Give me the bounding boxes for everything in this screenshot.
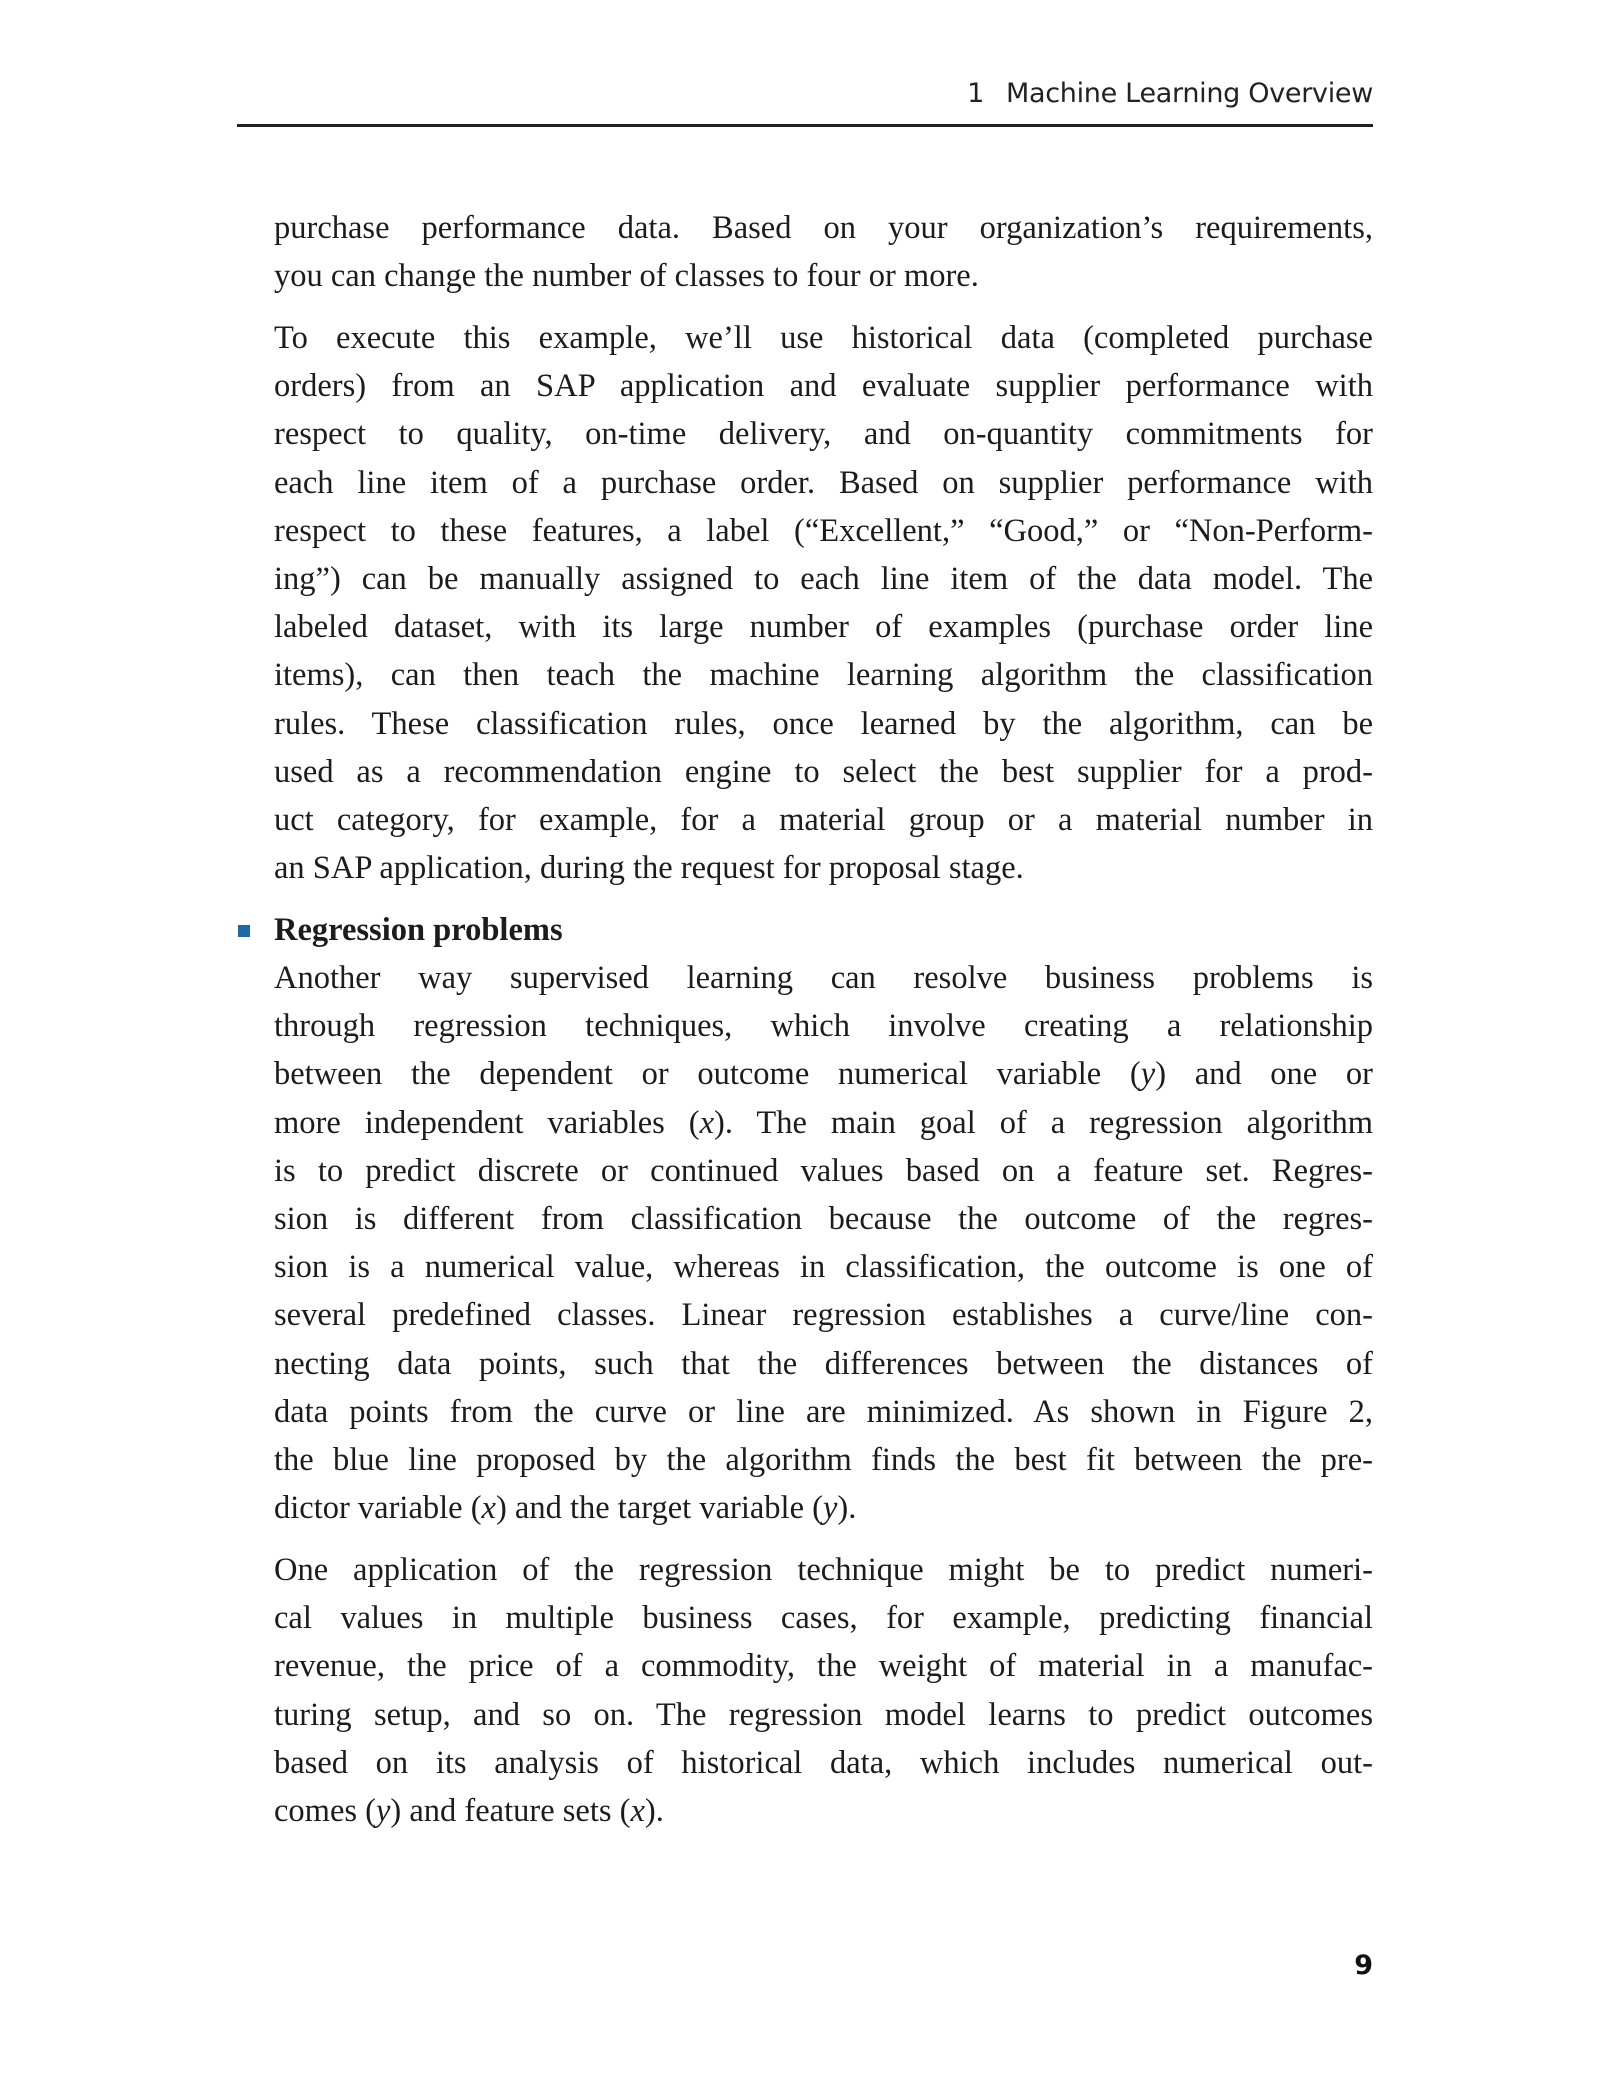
text-line: through regression techniques, which involve creating a relationship: [274, 1008, 1373, 1045]
text-line: sion is a numerical value, whereas in classification, the outcome is one of: [274, 1249, 1373, 1286]
text-line: used as a recommendation engine to select the best supplier for a prod-: [274, 753, 1373, 790]
text-line: Another way supervised learning can resolve business problems is: [274, 960, 1373, 996]
text-line: respect to quality, on-time delivery, and on-quantity commitments for: [274, 416, 1373, 453]
text-line: data points from the curve or line are minimized. As shown in Figure 2,: [274, 1393, 1373, 1430]
bullet-heading: [274, 906, 1373, 954]
chapter-number: 1: [967, 78, 984, 109]
text-line: To execute this example, we’ll use historical data (completed purchase: [274, 320, 1373, 356]
text-line: the blue line proposed by the algorithm finds the best fit between the pre-: [274, 1441, 1373, 1478]
bullet-square-icon: [238, 925, 250, 937]
paragraph-regression: [274, 954, 1373, 1532]
text-line: revenue, the price of a commodity, the weight of material in a manufac-: [274, 1648, 1373, 1685]
paragraph-classification-example: [274, 314, 1373, 892]
text-line: One application of the regression technique might be to predict numeri-: [274, 1552, 1373, 1588]
text-line: comes (y) and feature sets (x).: [274, 1792, 664, 1829]
text-line: is to predict discrete or continued values based on a feature set. Regres-: [274, 1152, 1373, 1189]
bullet-heading-text: Regression problems: [274, 912, 563, 948]
header-rule: [237, 124, 1373, 127]
paragraph-continuation: [274, 204, 1373, 300]
text-line: respect to these features, a label (“Excellent,” “Good,” or “Non-Perform-: [274, 512, 1373, 549]
paragraph-regression-application: [274, 1546, 1373, 1835]
text-line: dictor variable (x) and the target variable (y).: [274, 1490, 857, 1527]
text-line: orders) from an SAP application and evaluate supplier performance with: [274, 368, 1373, 405]
running-header: [237, 78, 1373, 109]
text-line: ing”) can be manually assigned to each line item of the data model. The: [274, 560, 1373, 597]
text-line: purchase performance data. Based on your organization’s requirements,: [274, 210, 1373, 246]
page-number: 9: [1354, 1950, 1373, 1981]
text-line: more independent variables (x). The main goal of a regression algorithm: [274, 1104, 1373, 1141]
text-line: an SAP application, during the request for proposal stage.: [274, 850, 1024, 887]
text-line: between the dependent or outcome numerical variable (y) and one or: [274, 1056, 1373, 1093]
text-line: several predefined classes. Linear regression establishes a curve/line con-: [274, 1297, 1373, 1334]
chapter-title: Machine Learning Overview: [1005, 78, 1373, 109]
text-line: based on its analysis of historical data, which includes numerical out-: [274, 1744, 1373, 1781]
text-line: uct category, for example, for a material group or a material number in: [274, 801, 1373, 838]
text-line: necting data points, such that the differences between the distances of: [274, 1345, 1373, 1382]
text-line: rules. These classification rules, once learned by the algorithm, can be: [274, 705, 1373, 742]
text-line: each line item of a purchase order. Based on supplier performance with: [274, 464, 1373, 501]
text-line: labeled dataset, with its large number of examples (purchase order line: [274, 609, 1373, 646]
text-line: items), can then teach the machine learning algorithm the classification: [274, 657, 1373, 694]
text-line: you can change the number of classes to four or more.: [274, 258, 979, 295]
text-line: sion is different from classification because the outcome of the regres-: [274, 1200, 1373, 1237]
text-line: cal values in multiple business cases, for example, predicting financial: [274, 1600, 1373, 1637]
text-line: turing setup, and so on. The regression model learns to predict outcomes: [274, 1696, 1373, 1733]
